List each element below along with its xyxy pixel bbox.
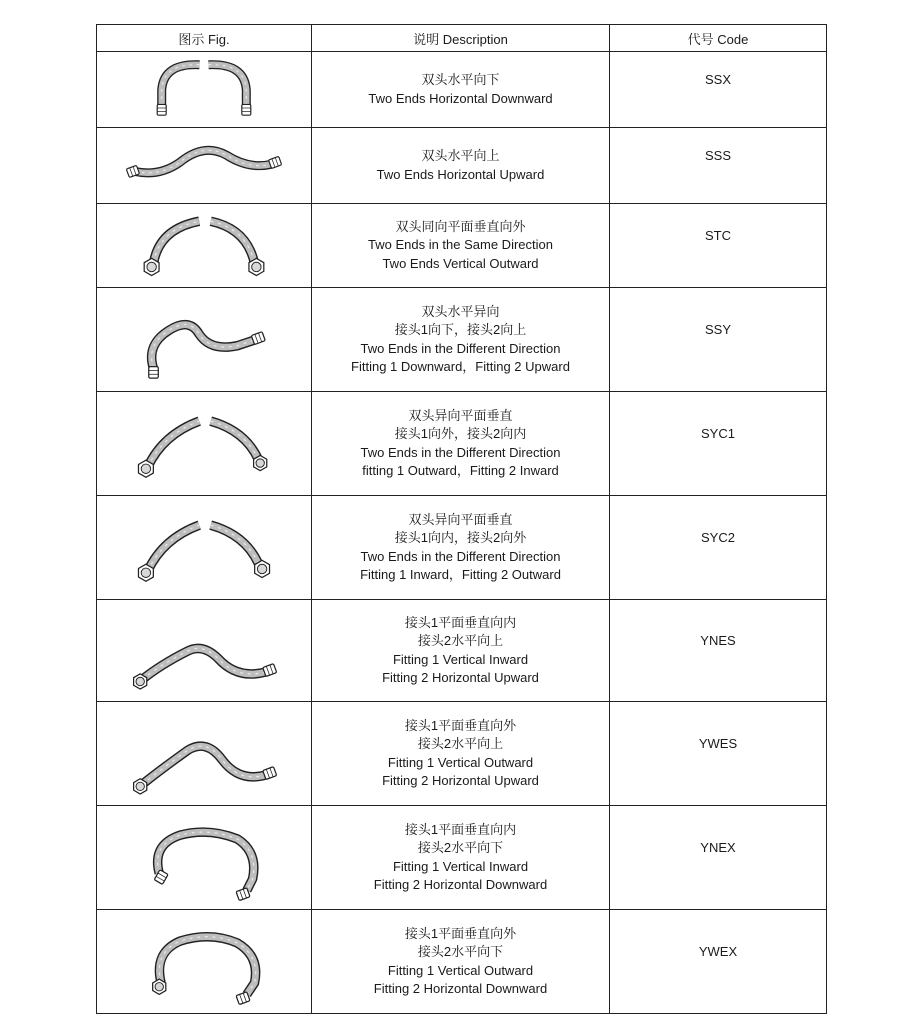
description-line: Two Ends Vertical Outward: [382, 255, 539, 271]
description-line: 接头2水平向上: [417, 736, 504, 751]
description-line: 接头2水平向上: [417, 633, 504, 648]
table-row: [97, 600, 827, 702]
type-code: SSY: [704, 321, 731, 337]
description-line: Two Ends Horizontal Downward: [368, 90, 553, 106]
description-line: Fitting 1 Inward，Fitting 2 Outward: [360, 567, 561, 582]
hose-diagram: [104, 290, 304, 390]
code-cell: [610, 702, 827, 806]
description-cell: [312, 392, 610, 496]
table-row: [97, 806, 827, 910]
description-line: Fitting 2 Horizontal Downward: [373, 981, 548, 996]
table-row: [97, 392, 827, 496]
hex-fitting-icon: [153, 979, 166, 994]
description-line: 接头1向外，接头2向内: [394, 426, 527, 441]
code-cell: [610, 806, 827, 910]
code-cell: [610, 288, 827, 392]
hex-nut-icon: [149, 366, 159, 377]
hex-fitting-icon: [138, 460, 153, 477]
description-cell: [312, 806, 610, 910]
type-code: SSX: [704, 71, 731, 87]
header-row: [97, 25, 827, 52]
hex-nut-icon: [157, 104, 166, 115]
table-row: [97, 128, 827, 204]
hose-figure-cell: [97, 910, 312, 1014]
description-line: 双头水平向下: [421, 72, 500, 87]
description-cell: [312, 600, 610, 702]
hose-diagram: [104, 808, 304, 908]
description-cell: [312, 702, 610, 806]
code-cell: [610, 496, 827, 600]
description-line: 接头2水平向下: [417, 944, 504, 959]
hose-diagram: [104, 912, 304, 1012]
hose-type-table: [96, 24, 827, 1014]
hose-figure-cell: [97, 392, 312, 496]
code-cell: [610, 52, 827, 128]
description-line: 接头1平面垂直向外: [404, 925, 517, 941]
description-line: Fitting 1 Vertical Outward: [387, 754, 534, 770]
description-cell: [312, 128, 610, 204]
hex-fitting-icon: [138, 564, 153, 581]
table-row: [97, 288, 827, 392]
hose-diagram: [104, 394, 304, 494]
hose-figure-cell: [97, 496, 312, 600]
table-row: [97, 496, 827, 600]
description-line: Fitting 2 Horizontal Upward: [382, 670, 539, 685]
description-line: Two Ends Horizontal Upward: [376, 166, 545, 182]
description-line: 接头1平面垂直向内: [404, 614, 517, 630]
type-code: SSS: [704, 147, 731, 163]
description-cell: [312, 52, 610, 128]
table-row: [97, 204, 827, 288]
hose-figure-cell: [97, 600, 312, 702]
hose-diagram: [104, 206, 304, 286]
hex-fitting-icon: [134, 673, 147, 688]
description-line: 接头1向内，接头2向外: [394, 530, 527, 545]
hose-figure-cell: [97, 204, 312, 288]
type-code: STC: [705, 227, 731, 243]
description-line: 双头异向平面垂直: [408, 407, 513, 423]
hose-diagram: [104, 130, 304, 202]
type-code: SYC2: [701, 529, 735, 545]
description-line: Fitting 1 Vertical Inward: [392, 651, 529, 667]
type-code: YNES: [700, 632, 736, 648]
hose-figure-cell: [97, 128, 312, 204]
hex-nut-icon: [263, 766, 277, 779]
hex-nut-icon: [251, 331, 265, 344]
type-code: YWES: [698, 735, 738, 751]
hex-fitting-icon: [249, 258, 264, 275]
description-line: Fitting 1 Vertical Inward: [392, 858, 529, 874]
type-code: YWEX: [698, 943, 738, 959]
description-line: 接头1向下，接头2向上: [394, 322, 527, 337]
code-cell: [610, 910, 827, 1014]
hex-nut-icon: [236, 887, 250, 900]
description-line: Fitting 2 Horizontal Downward: [373, 877, 548, 892]
description-line: 接头1平面垂直向内: [404, 821, 517, 837]
description-cell: [312, 910, 610, 1014]
description-line: 双头异向平面垂直: [408, 511, 513, 527]
description-line: Two Ends in the Same Direction: [368, 237, 553, 253]
description-line: Fitting 1 Vertical Outward: [387, 962, 534, 978]
description-cell: [312, 204, 610, 288]
type-code: YNEX: [700, 839, 736, 855]
hex-fitting-icon: [134, 778, 147, 793]
hex-fitting-icon: [144, 258, 159, 275]
table-row: [97, 702, 827, 806]
hose-figure-cell: [97, 806, 312, 910]
hex-nut-icon: [268, 156, 281, 168]
header-fig: 图示 Fig.: [97, 25, 312, 52]
hex-nut-icon: [242, 104, 251, 115]
description-line: 双头水平向上: [421, 148, 500, 163]
hose-diagram: [104, 602, 304, 700]
description-line: Two Ends in the Different Direction: [360, 444, 561, 460]
description-line: Fitting 2 Horizontal Upward: [382, 773, 539, 788]
code-cell: [610, 204, 827, 288]
hose-diagram: [104, 704, 304, 804]
description-line: 接头1平面垂直向外: [404, 717, 517, 733]
hex-fitting-icon: [255, 560, 270, 577]
code-cell: [610, 600, 827, 702]
table-row: [97, 910, 827, 1014]
description-cell: [312, 288, 610, 392]
description-line: Two Ends in the Different Direction: [360, 340, 561, 356]
description-line: 双头水平异向: [421, 303, 500, 319]
description-line: 双头同向平面垂直向外: [395, 218, 526, 234]
hose-figure-cell: [97, 52, 312, 128]
description-cell: [312, 496, 610, 600]
hose-diagram: [104, 54, 304, 126]
hex-fitting-icon: [254, 455, 267, 470]
description-line: Two Ends in the Different Direction: [360, 548, 561, 564]
header-description: 说明 Description: [312, 25, 610, 52]
hose-diagram: [104, 498, 304, 598]
hose-figure-cell: [97, 288, 312, 392]
description-line: 接头2水平向下: [417, 840, 504, 855]
code-cell: [610, 392, 827, 496]
type-code: SYC1: [701, 425, 735, 441]
code-cell: [610, 128, 827, 204]
description-line: Fitting 1 Downward，Fitting 2 Upward: [351, 359, 570, 374]
description-line: fitting 1 Outward，Fitting 2 Inward: [362, 463, 559, 478]
header-code: 代号 Code: [610, 25, 827, 52]
table-row: [97, 52, 827, 128]
hose-figure-cell: [97, 702, 312, 806]
hex-nut-icon: [263, 663, 277, 676]
hex-nut-icon: [236, 991, 250, 1004]
